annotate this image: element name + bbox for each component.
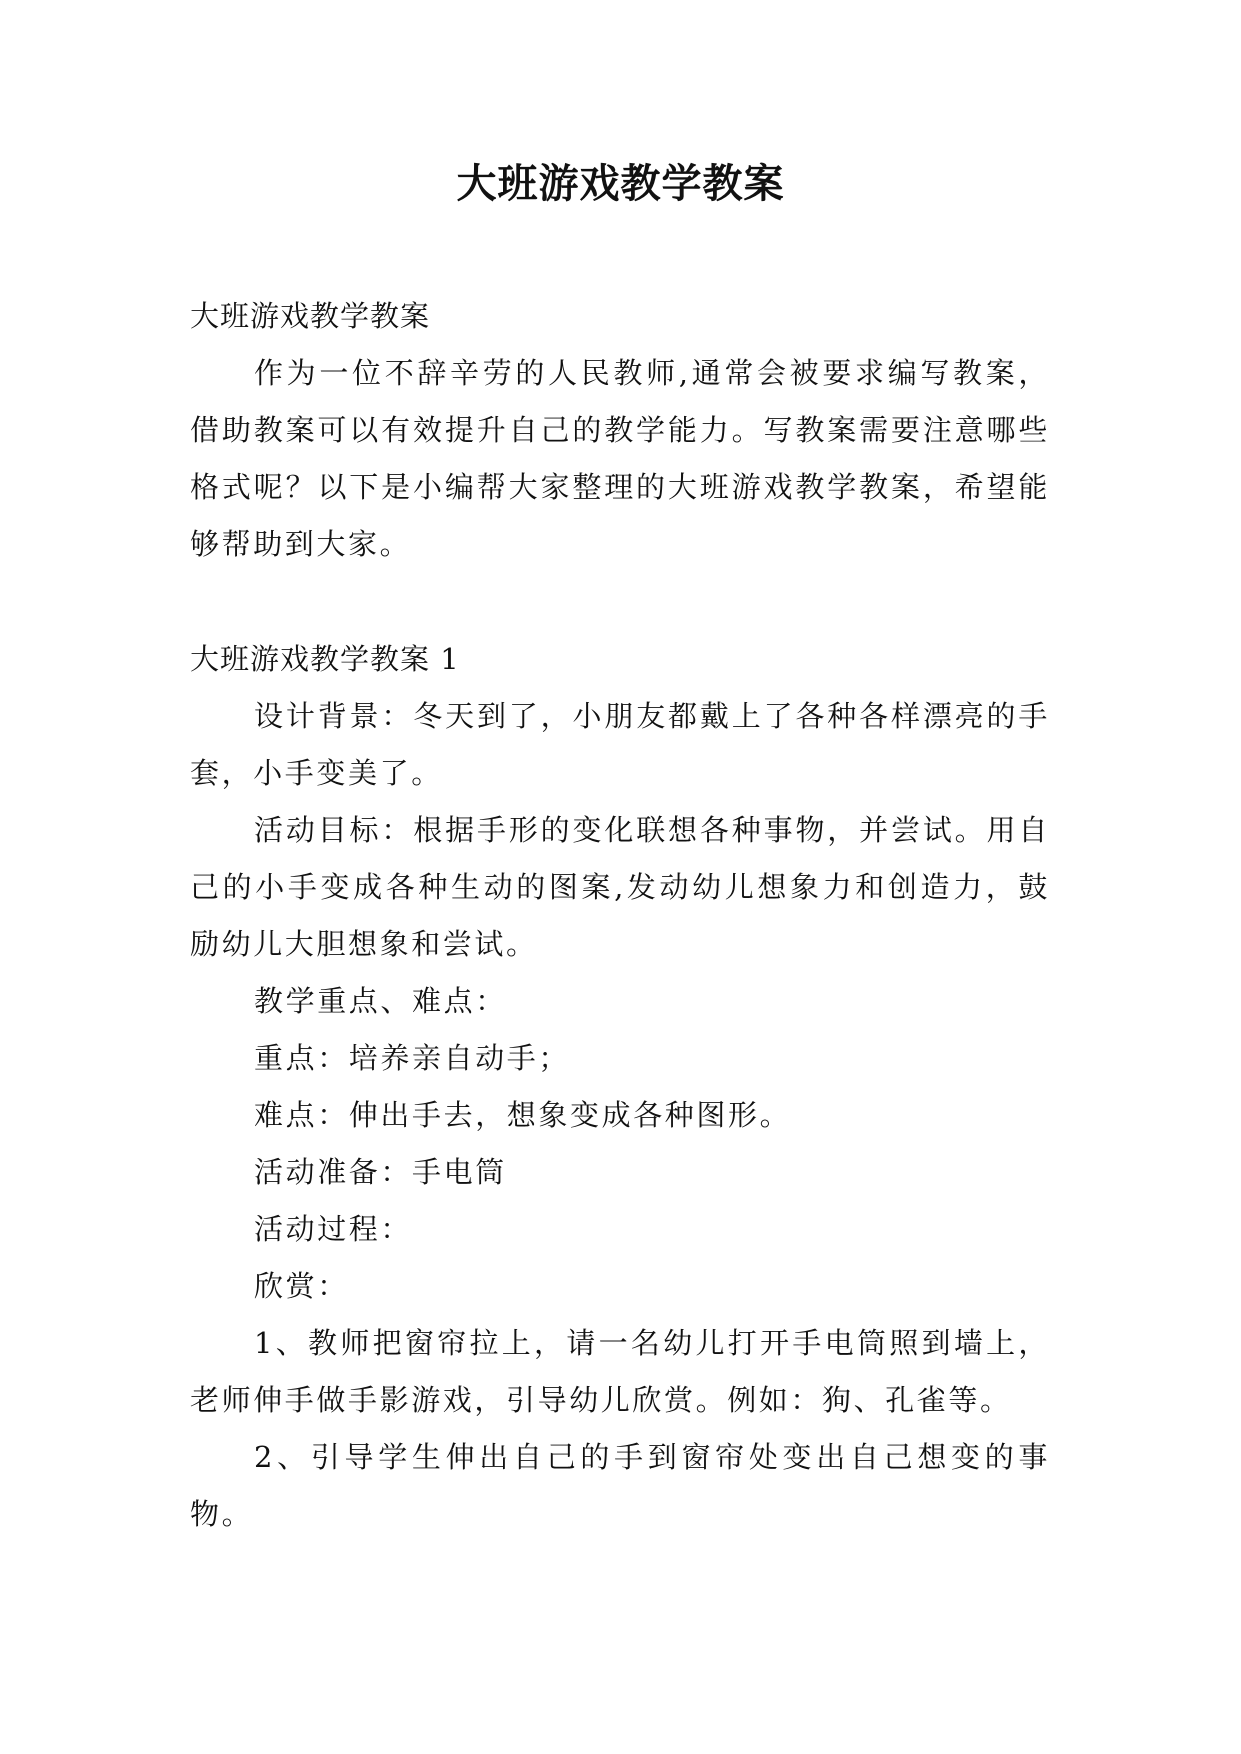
- process-step-2: 2、引导学生伸出自己的手到窗帘处变出自己想变的事物。: [190, 1440, 1050, 1531]
- section1-heading: 大班游戏教学教案 1: [190, 642, 460, 676]
- section-spacer: [190, 573, 1050, 631]
- process-step-1: 1、教师把窗帘拉上，请一名幼儿打开手电筒照到墙上，老师伸手做手影游戏，引导幼儿欣赏。例如：狗、孔雀等。: [190, 1326, 1050, 1417]
- key-point: 重点：培养亲自动手；: [254, 1041, 571, 1075]
- design-background: 设计背景：冬天到了，小朋友都戴上了各种各样漂亮的手套，小手变美了。: [190, 699, 1050, 790]
- difficulty-point: 难点：伸出手去，想象变成各种图形。: [254, 1098, 792, 1132]
- intro-heading: 大班游戏教学教案: [190, 299, 431, 333]
- activity-goals: 活动目标：根据手形的变化联想各种事物，并尝试。用自己的小手变成各种生动的图案,发动幼儿想象力和创造力，鼓励幼儿大胆想象和尝试。: [190, 813, 1050, 961]
- document-body: [190, 288, 1050, 1543]
- appreciation-label: 欣赏：: [254, 1269, 349, 1303]
- activity-process: 活动过程：: [254, 1212, 413, 1246]
- key-points-label: 教学重点、难点：: [254, 984, 507, 1018]
- activity-preparation: 活动准备：手电筒: [254, 1155, 507, 1189]
- intro-paragraph: 作为一位不辞辛劳的人民教师,通常会被要求编写教案，借助教案可以有效提升自己的教学能力。写教案需要注意哪些格式呢？以下是小编帮大家整理的大班游戏教学教案，希望能够帮助到大家。: [190, 356, 1050, 561]
- document-title: 大班游戏教学教案: [456, 161, 785, 207]
